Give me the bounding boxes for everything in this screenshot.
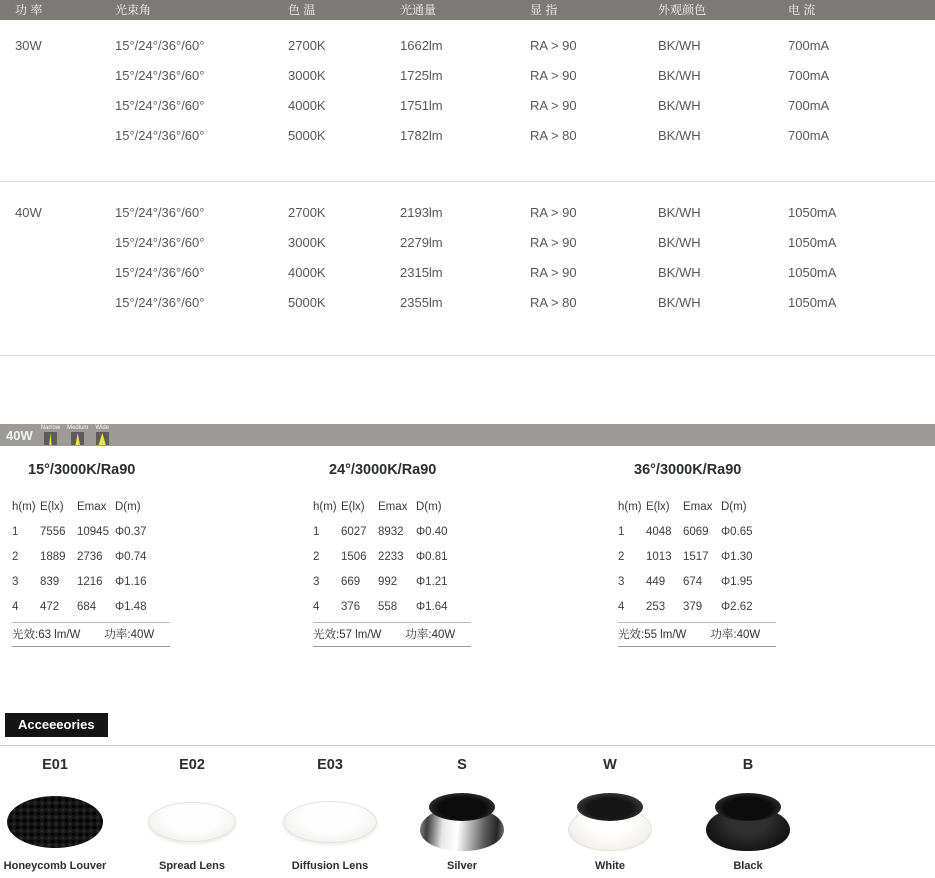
accessories-title-badge: Acceeeories xyxy=(5,713,108,737)
cell: 674 xyxy=(683,576,703,588)
accessory-silver-reflector xyxy=(387,756,537,872)
cell: Φ0.37 xyxy=(115,526,147,538)
accessory-label: Honeycomb Louver xyxy=(3,860,107,872)
accessory-label: White xyxy=(595,860,625,872)
table-row xyxy=(0,91,935,121)
cell: 4 xyxy=(618,601,625,613)
accessory-code: B xyxy=(742,757,754,773)
col-header: E(lx) xyxy=(646,501,670,513)
cell-flux: 2279lm xyxy=(400,235,443,250)
power-value: 功率:40W xyxy=(710,629,761,641)
table-row xyxy=(0,288,935,318)
cell-finish: BK/WH xyxy=(658,265,701,280)
beam-icon-label: Narrow xyxy=(40,425,61,431)
cell: 379 xyxy=(683,601,703,613)
cell: 2 xyxy=(313,551,320,563)
table-row xyxy=(0,198,935,228)
accessories-section xyxy=(0,713,935,878)
cell-beam-angle: 15°/24°/36°/60° xyxy=(115,205,205,220)
cell-current: 700mA xyxy=(788,68,830,83)
table-footer xyxy=(313,622,471,647)
cell-cct: 5000K xyxy=(288,128,326,143)
cell: 2233 xyxy=(378,551,404,563)
cell: 472 xyxy=(40,601,60,613)
cell: 3 xyxy=(12,576,19,588)
cell: 1889 xyxy=(40,551,66,563)
col-header: h(m) xyxy=(12,501,36,513)
accessory-code: E01 xyxy=(42,757,68,773)
accessory-label: Diffusion Lens xyxy=(291,860,369,872)
cell: 558 xyxy=(378,601,398,613)
narrow-beam-icon xyxy=(41,425,60,445)
cell-current: 700mA xyxy=(788,98,830,113)
cell-cri: RA > 80 xyxy=(530,295,577,310)
cell-cct: 3000K xyxy=(288,235,326,250)
cell: 3 xyxy=(618,576,625,588)
cell: 1 xyxy=(313,526,320,538)
efficacy-value: 光效:63 lm/W xyxy=(12,629,81,641)
table-title: 36°/3000K/Ra90 xyxy=(634,462,742,478)
cell-beam-angle: 15°/24°/36°/60° xyxy=(115,98,205,113)
accessory-code: E03 xyxy=(317,757,343,773)
cell-beam-angle: 15°/24°/36°/60° xyxy=(115,265,205,280)
silver-reflector-image xyxy=(418,793,506,851)
col-header: D(m) xyxy=(115,501,141,513)
cell-cct: 2700K xyxy=(288,205,326,220)
cell-finish: BK/WH xyxy=(658,98,701,113)
col-header: D(m) xyxy=(721,501,747,513)
cell-power xyxy=(15,288,115,318)
cell: Φ0.65 xyxy=(721,526,753,538)
cell: 8932 xyxy=(378,526,404,538)
header-beam-angle: 光束角 xyxy=(115,3,152,17)
cell: Φ1.16 xyxy=(115,576,147,588)
cell-flux: 2193lm xyxy=(400,205,443,220)
cell-flux: 1751lm xyxy=(400,98,443,113)
table-title: 15°/3000K/Ra90 xyxy=(28,462,136,478)
table-title: 24°/3000K/Ra90 xyxy=(329,462,437,478)
cell-cct: 3000K xyxy=(288,68,326,83)
cell-finish: BK/WH xyxy=(658,68,701,83)
efficacy-value: 光效:57 lm/W xyxy=(313,629,382,641)
band-power-label: 40W xyxy=(6,427,33,443)
cell: Φ1.30 xyxy=(721,551,753,563)
cell-cct: 5000K xyxy=(288,295,326,310)
cell: Φ1.48 xyxy=(115,601,147,613)
photometry-table-36deg xyxy=(618,446,776,647)
cell-flux: 1662lm xyxy=(400,38,443,53)
cell: 3 xyxy=(313,576,320,588)
col-header: h(m) xyxy=(618,501,642,513)
cell-power xyxy=(15,258,115,288)
cell: 1 xyxy=(12,526,19,538)
spec-group-30w xyxy=(0,20,935,181)
spec-group-40w xyxy=(0,182,935,355)
table-row xyxy=(0,61,935,91)
cell: 2 xyxy=(618,551,625,563)
cell-beam-angle: 15°/24°/36°/60° xyxy=(115,235,205,250)
efficacy-value: 光效:55 lm/W xyxy=(618,629,687,641)
wide-beam-icon xyxy=(95,425,109,445)
cell: Φ2.62 xyxy=(721,601,753,613)
header-finish: 外观颜色 xyxy=(658,3,707,17)
cell-flux: 2315lm xyxy=(400,265,443,280)
accessory-diffusion-lens xyxy=(255,756,405,872)
photometry-tables xyxy=(0,446,935,646)
col-header: Emax xyxy=(378,501,408,513)
cell-current: 1050mA xyxy=(788,265,837,280)
cell: 376 xyxy=(341,601,361,613)
accessory-code: W xyxy=(603,757,617,773)
col-header: E(lx) xyxy=(40,501,64,513)
header-cct: 色 温 xyxy=(288,3,316,17)
cell: 4 xyxy=(313,601,320,613)
cell-current: 1050mA xyxy=(788,205,837,220)
accessory-spread-lens xyxy=(117,756,267,872)
cell-cct: 2700K xyxy=(288,38,326,53)
cell: 4 xyxy=(12,601,19,613)
accessories-divider xyxy=(0,745,935,746)
accessory-label: Black xyxy=(733,860,763,872)
cell: 2 xyxy=(12,551,19,563)
table-footer xyxy=(618,622,776,647)
header-power: 功 率 xyxy=(15,3,43,17)
cell: 684 xyxy=(77,601,97,613)
cell-cri: RA > 90 xyxy=(530,98,577,113)
accessory-black-reflector xyxy=(673,756,823,872)
white-reflector-image xyxy=(566,793,654,851)
spec-table-header xyxy=(0,0,935,20)
accessory-label: Spread Lens xyxy=(158,860,226,872)
cell-flux: 1725lm xyxy=(400,68,443,83)
table-row xyxy=(0,121,935,151)
cell: 992 xyxy=(378,576,398,588)
cell-cri: RA > 90 xyxy=(530,38,577,53)
cell-power: 30W xyxy=(15,38,42,53)
accessory-label: Silver xyxy=(447,860,477,872)
cell-finish: BK/WH xyxy=(658,235,701,250)
col-header: h(m) xyxy=(313,501,337,513)
diffusion-lens-image xyxy=(283,801,377,843)
table-footer xyxy=(12,622,170,647)
cell-beam-angle: 15°/24°/36°/60° xyxy=(115,295,205,310)
cell: 10945 xyxy=(77,526,109,538)
section-divider xyxy=(0,355,935,356)
black-reflector-image xyxy=(704,793,792,851)
photometry-table-24deg xyxy=(313,446,471,647)
cell: 1013 xyxy=(646,551,672,563)
cell-cct: 4000K xyxy=(288,265,326,280)
cell-flux: 2355lm xyxy=(400,295,443,310)
col-header: Emax xyxy=(683,501,713,513)
cell-finish: BK/WH xyxy=(658,205,701,220)
cell-cri: RA > 90 xyxy=(530,265,577,280)
cell-power xyxy=(15,121,115,151)
cell: 7556 xyxy=(40,526,66,538)
header-cri: 显 指 xyxy=(530,3,558,17)
cell: 2736 xyxy=(77,551,103,563)
col-header: Emax xyxy=(77,501,107,513)
cell: 253 xyxy=(646,601,666,613)
honeycomb-louver-image xyxy=(7,796,103,848)
cell-flux: 1782lm xyxy=(400,128,443,143)
cell-current: 1050mA xyxy=(788,295,837,310)
cell: Φ0.81 xyxy=(416,551,448,563)
accessory-honeycomb-louver xyxy=(0,756,130,872)
power-value: 功率:40W xyxy=(405,629,456,641)
cell-beam-angle: 15°/24°/36°/60° xyxy=(115,38,205,53)
cell-power xyxy=(15,61,115,91)
photometry-table-15deg xyxy=(12,446,170,647)
cell: 6069 xyxy=(683,526,709,538)
cell-current: 700mA xyxy=(788,128,830,143)
power-value: 功率:40W xyxy=(104,629,155,641)
cell: Φ0.74 xyxy=(115,551,147,563)
cell: 4048 xyxy=(646,526,672,538)
cell-beam-angle: 15°/24°/36°/60° xyxy=(115,128,205,143)
cell: Φ1.64 xyxy=(416,601,448,613)
col-header: E(lx) xyxy=(341,501,365,513)
accessory-white-reflector xyxy=(535,756,685,872)
photometry-band xyxy=(0,424,935,446)
cell-cri: RA > 80 xyxy=(530,128,577,143)
cell-cri: RA > 90 xyxy=(530,235,577,250)
cell: Φ0.40 xyxy=(416,526,448,538)
cell: 1 xyxy=(618,526,625,538)
cell-cct: 4000K xyxy=(288,98,326,113)
cell-power: 40W xyxy=(15,205,42,220)
cell: Φ1.21 xyxy=(416,576,448,588)
accessory-code: E02 xyxy=(179,757,205,773)
cell-finish: BK/WH xyxy=(658,38,701,53)
cell-cri: RA > 90 xyxy=(530,205,577,220)
cell: 6027 xyxy=(341,526,367,538)
cell-finish: BK/WH xyxy=(658,295,701,310)
accessories-list xyxy=(0,756,935,878)
cell: 449 xyxy=(646,576,666,588)
cell-current: 1050mA xyxy=(788,235,837,250)
cell: Φ1.95 xyxy=(721,576,753,588)
cell-power xyxy=(15,91,115,121)
beam-icon-label: Medium xyxy=(67,425,89,431)
accessory-code: S xyxy=(457,757,467,773)
cell-beam-angle: 15°/24°/36°/60° xyxy=(115,68,205,83)
cell: 669 xyxy=(341,576,361,588)
cell-power xyxy=(15,228,115,258)
medium-beam-icon xyxy=(67,425,88,445)
cell: 1216 xyxy=(77,576,103,588)
cell-finish: BK/WH xyxy=(658,128,701,143)
cell-current: 700mA xyxy=(788,38,830,53)
cell: 1517 xyxy=(683,551,709,563)
cell: 839 xyxy=(40,576,60,588)
cell-cri: RA > 90 xyxy=(530,68,577,83)
table-row xyxy=(0,258,935,288)
table-row xyxy=(0,31,935,61)
beam-icon-label: Wide xyxy=(95,425,110,431)
col-header: D(m) xyxy=(416,501,442,513)
header-current: 电 流 xyxy=(788,3,816,17)
header-flux: 光通量 xyxy=(400,3,437,17)
table-row xyxy=(0,228,935,258)
spread-lens-image xyxy=(148,802,236,842)
cell: 1506 xyxy=(341,551,367,563)
